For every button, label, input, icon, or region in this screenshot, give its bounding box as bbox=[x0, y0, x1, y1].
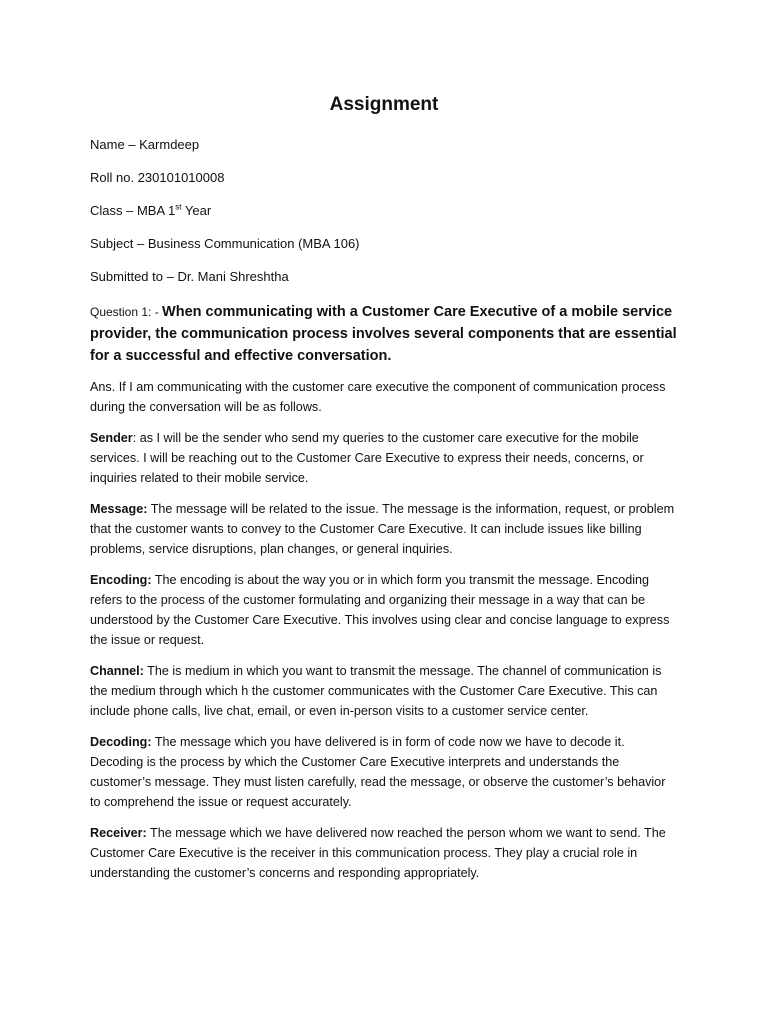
section-text: The encoding is about the way you or in which form you transmit the message. Encoding refers to the process of the customer formulating and organizing their message in a way that can be understood by the Customer Care Executive. This involves using clear and concise language to express the issue or request. bbox=[90, 573, 670, 647]
section-term: Receiver: bbox=[90, 826, 147, 840]
student-name: Name – Karmdeep bbox=[90, 137, 200, 152]
section-text: as I will be the sender who send my queries to the customer care executive for the mobile services. I will be reaching out to the Customer Care Executive to express their needs, concerns, or inquiries related to their mobile service. bbox=[90, 431, 644, 485]
answer-intro: Ans. If I am communicating with the customer care executive the component of communication process during the conversation will be as follows. bbox=[90, 380, 666, 414]
section-text: The is medium in which you want to transmit the message. The channel of communication is the medium through which h the customer communicates with the Customer Care Executive. This can include phone calls, live chat, email, or even in-person visits to a customer service center. bbox=[90, 664, 662, 718]
section-separator: : bbox=[132, 431, 140, 445]
section-term: Message: bbox=[90, 502, 148, 516]
section-receiver bbox=[90, 823, 678, 883]
section-text: The message will be related to the issue. The message is the information, request, or problem that the customer wants to convey to the Customer Care Executive. It can include issues like billing problems, service disruptions, plan changes, or general inquiries. bbox=[90, 502, 675, 556]
question-text: When communicating with a Customer Care Executive of a mobile service provider, the communication process involves several components that are essential for a successful and effective conversation. bbox=[90, 304, 677, 364]
class-prefix: Class – MBA 1 bbox=[90, 203, 176, 218]
section-message bbox=[90, 499, 678, 559]
class-superscript: st bbox=[175, 202, 182, 212]
submitted-to-line: Submitted to – Dr. Mani Shreshtha bbox=[90, 269, 289, 284]
roll-number: Roll no. 230101010008 bbox=[90, 170, 225, 185]
section-encoding bbox=[90, 570, 678, 650]
section-term: Channel: bbox=[90, 664, 144, 678]
page-title: Assignment bbox=[329, 94, 439, 115]
question-label: Question 1: - bbox=[90, 305, 163, 319]
class-line bbox=[90, 202, 678, 220]
section-text: The message which we have delivered now reached the person whom we want to send. The Customer Care Executive is the receiver in this communication process. They play a crucial role in understanding the customer’s concerns and responding appropriately. bbox=[90, 826, 666, 880]
section-term: Sender bbox=[90, 431, 133, 445]
class-suffix: Year bbox=[181, 203, 212, 218]
section-text: The message which you have delivered is in form of code now we have to decode it. Decoding is the process by which the Customer Care Executive interprets and understands the customer’s message. They must listen carefully, read the message, or observe the customer’s behavior to comprehend the issue or request accurately. bbox=[90, 735, 666, 809]
question-block bbox=[90, 301, 678, 367]
section-sender bbox=[90, 428, 678, 488]
section-channel bbox=[90, 661, 678, 721]
section-decoding bbox=[90, 732, 678, 812]
section-term: Encoding: bbox=[90, 573, 152, 587]
subject-line: Subject – Business Communication (MBA 106) bbox=[90, 236, 360, 251]
section-term: Decoding: bbox=[90, 735, 152, 749]
